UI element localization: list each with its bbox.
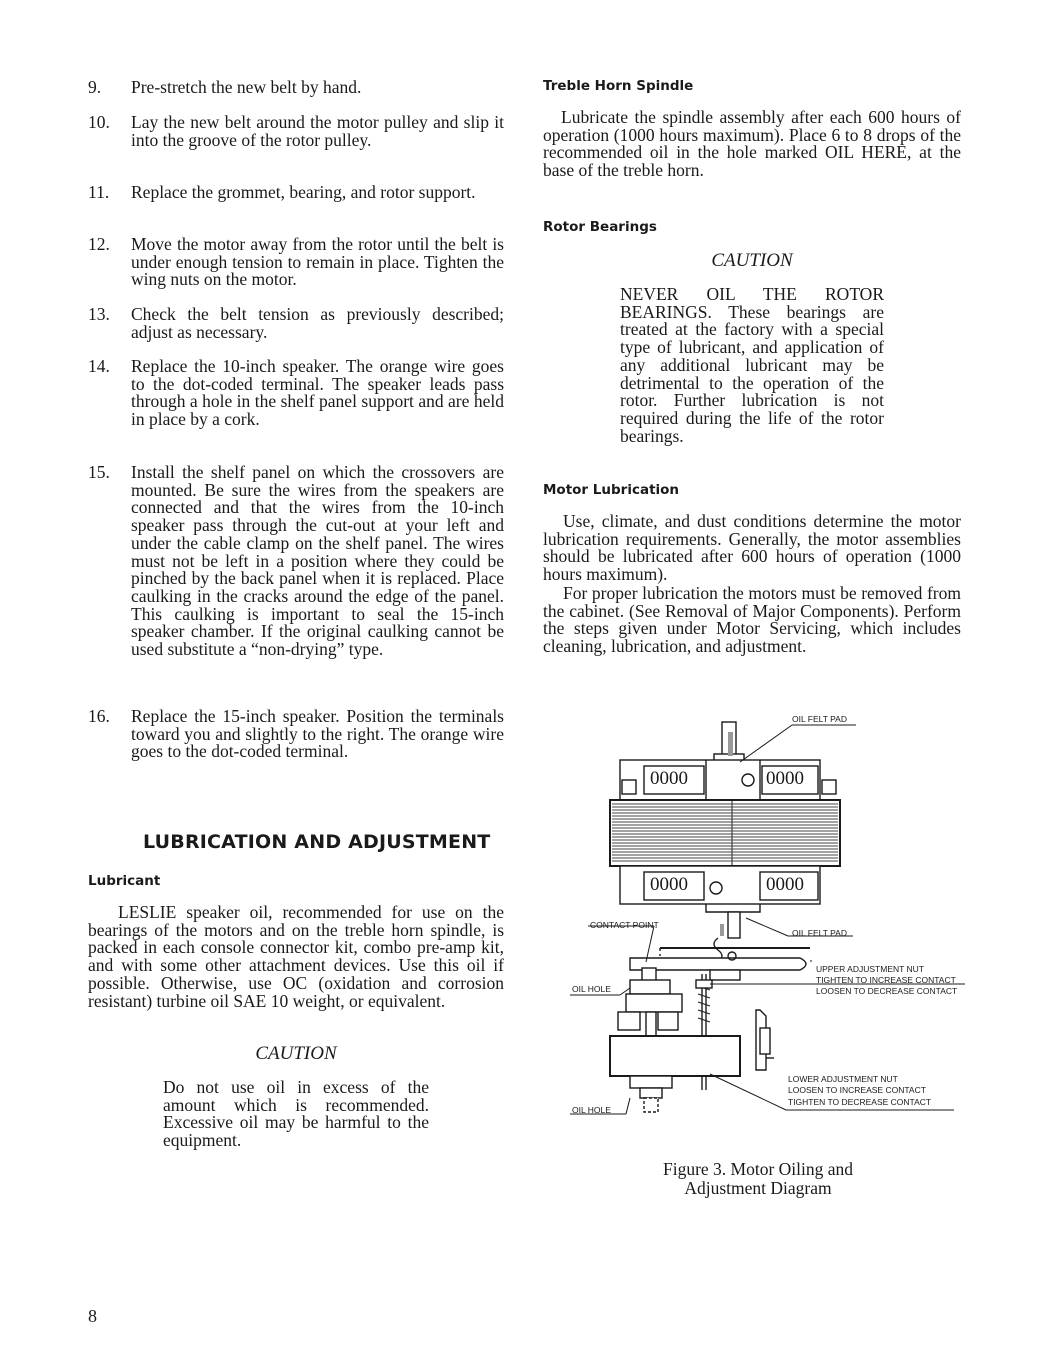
label-lower-nut-title: LOWER ADJUSTMENT NUT: [788, 1074, 898, 1084]
subsection-heading-motor: Motor Lubrication: [543, 482, 680, 498]
figure-caption: [618, 1160, 898, 1198]
subsection-heading-lubricant: Lubricant: [88, 873, 161, 889]
figure-caption-line-2: Adjustment Diagram: [684, 1178, 832, 1198]
step-text: Lay the new belt around the motor pulley and slip it into the groove of the rotor pulley.: [131, 112, 504, 150]
step-12: [88, 236, 504, 289]
step-text: Install the shelf panel on which the crossovers are mounted. Be sure the wires from the speakers are connected and that the wires from the 10-inch speaker pass through the cut-out at your left and under the cable clamp on the shelf panel. The wires must not be left in a position where they could be pinched by the back panel when it is replaced. Place caulking in the cracks around the edge of the panel. This caulking is important to seal the 15-inch speaker chamber. If the original caulking cannot be used substitute a “non-drying” type.: [131, 462, 504, 660]
step-14: [88, 358, 504, 429]
motor-oiling-diagram: [560, 714, 980, 1118]
step-9: [88, 79, 504, 97]
step-number: 9.: [88, 77, 102, 97]
coil-text-bottom-left: 0000: [650, 874, 688, 895]
step-text: Replace the 10-inch speaker. The orange wire goes to the dot-coded terminal. The speaker leads pass through a hole in the shelf panel support and are held in place by a cork.: [131, 356, 504, 430]
label-upper-nut-tighten: TIGHTEN TO INCREASE CONTACT: [816, 975, 956, 985]
motor-paragraph-2: For proper lubrication the motors must be removed from the cabinet. (See Removal of Major Components). Perform the steps given under Motor Servicing, which includes cleaning, lubrication, and adjustment.: [543, 583, 961, 657]
step-11: [88, 184, 504, 202]
label-upper-nut-loosen: LOOSEN TO DECREASE CONTACT: [816, 986, 958, 996]
page-number: 8: [88, 1306, 97, 1326]
rotor-caution-text: NEVER OIL THE ROTOR BEARINGS. These bearings are treated at the factory with a special type of lubricant, and application of any additional lubricant may be detrimental to the operation of the rotor. Further lubrication is not required during the life of the rotor bearings.: [620, 284, 884, 446]
step-text: Move the motor away from the rotor until the belt is under enough tension to remain in place. Tighten the wing nuts on the motor.: [131, 234, 504, 290]
label-upper-nut-title: UPPER ADJUSTMENT NUT: [816, 964, 924, 974]
label-oil-felt-pad-top: OIL FELT PAD: [792, 714, 847, 724]
label-contact-point: CONTACT POINT: [590, 920, 659, 930]
rotor-caution-title: CAUTION: [711, 250, 793, 271]
coil-text-top-left: 0000: [650, 768, 688, 789]
caution-text: Do not use oil in excess of the amount which is recommended. Excessive oil may be harmful to the equipment.: [163, 1077, 429, 1151]
caution-title: CAUTION: [255, 1043, 337, 1064]
label-oil-hole-lower: OIL HOLE: [572, 1105, 611, 1115]
label-lower-nut-loosen: LOOSEN TO INCREASE CONTACT: [788, 1085, 926, 1095]
treble-paragraph: Lubricate the spindle assembly after each 600 hours of operation (1000 hours maximum). Place 6 to 8 drops of the recommended oil in the hole marked OIL HERE, at the base of the treble horn.: [543, 107, 961, 181]
coil-text-top-right: 0000: [766, 768, 804, 789]
step-text: Replace the 15-inch speaker. Position the terminals toward you and slightly to the right. The orange wire goes to the dot-coded terminal.: [131, 706, 504, 762]
label-lower-nut-tighten: TIGHTEN TO DECREASE CONTACT: [788, 1097, 932, 1107]
step-number: 15.: [88, 462, 110, 482]
step-number: 11.: [88, 182, 110, 202]
step-number: 14.: [88, 356, 110, 376]
step-number: 10.: [88, 112, 110, 132]
step-16: [88, 708, 504, 761]
step-13: [88, 306, 504, 341]
step-number: 16.: [88, 706, 110, 726]
lubricant-paragraph: LESLIE speaker oil, recommended for use on the bearings of the motors and on the treble horn spindle, is packed in each console connector kit, combo pre-amp kit, and with some other attachment devices. Use this oil if possible. Otherwise, use OC (oxidation and corrosion resistant) turbine oil SAE 10 weight, or equivalent.: [88, 902, 504, 1011]
step-15: [88, 464, 504, 659]
subsection-heading-rotor: Rotor Bearings: [543, 219, 657, 235]
coil-text-bottom-right: 0000: [766, 874, 804, 895]
step-number: 13.: [88, 304, 110, 324]
step-text: Replace the grommet, bearing, and rotor support.: [131, 182, 476, 202]
step-10: [88, 114, 504, 149]
figure-caption-line-1: Figure 3. Motor Oiling and: [662, 1159, 854, 1179]
subsection-heading-treble: Treble Horn Spindle: [543, 78, 694, 94]
section-heading: LUBRICATION AND ADJUSTMENT: [143, 831, 491, 853]
step-number: 12.: [88, 234, 110, 254]
step-text: Check the belt tension as previously described; adjust as necessary.: [131, 304, 504, 342]
label-oil-felt-pad-mid: OIL FELT PAD: [792, 928, 847, 938]
motor-paragraph-1: Use, climate, and dust conditions determine the motor lubrication requirements. Generally, the motor assemblies should be lubricated after 600 hours of operation (1000 hours maximum).: [543, 511, 961, 585]
label-oil-hole-upper: OIL HOLE: [572, 984, 611, 994]
step-text: Pre-stretch the new belt by hand.: [131, 77, 362, 97]
